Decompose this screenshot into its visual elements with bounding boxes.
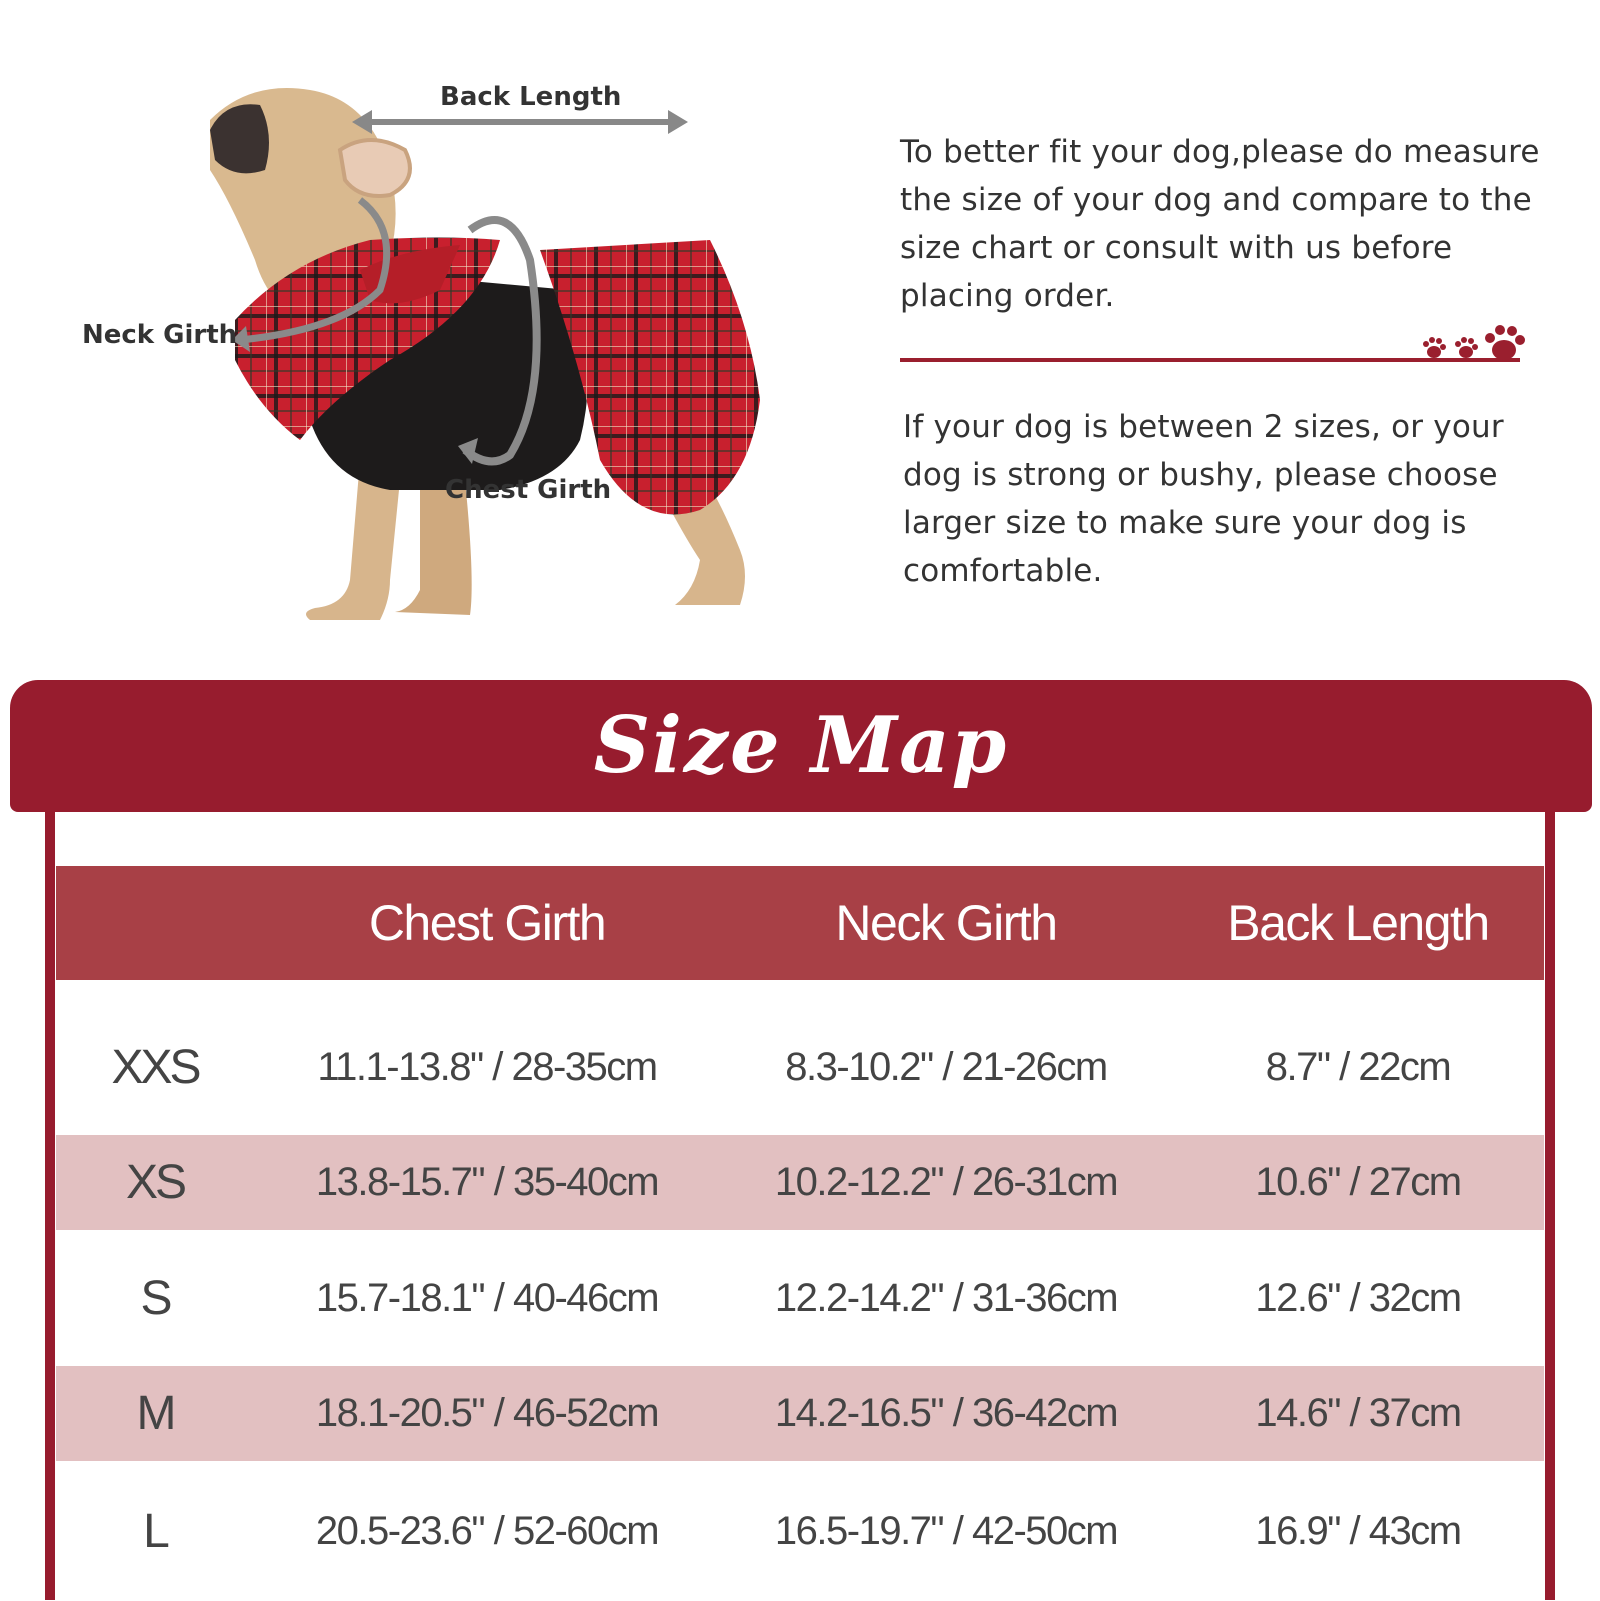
size-table <box>56 866 1544 1601</box>
size-cell: M <box>136 1387 174 1440</box>
dog-dress-drawing <box>60 60 820 640</box>
neck-cell: 14.2-16.5" / 36-42cm <box>774 1391 1118 1435</box>
chest-cell: 11.1-13.8" / 28-35cm <box>317 1045 657 1089</box>
chest-cell: 18.1-20.5" / 46-52cm <box>315 1391 659 1435</box>
header-size <box>56 866 254 980</box>
back-cell: 8.7" / 22cm <box>1265 1045 1451 1089</box>
chest-girth-label: Chest Girth <box>445 475 612 505</box>
header-chest-girth: Chest Girth <box>368 895 606 951</box>
back-cell: 16.9" / 43cm <box>1255 1508 1461 1553</box>
size-map-banner <box>10 680 1592 812</box>
size-map-title: Size Map <box>593 700 1009 791</box>
header-back-length: Back Length <box>1227 895 1489 951</box>
dog-measurement-illustration <box>60 60 820 640</box>
fit-instructions-paragraph: To better fit your dog,please do measure the size of your dog and compare to the size chart or consult with us before placing order. <box>900 134 1540 314</box>
sizing-advice-paragraph: If your dog is between 2 sizes, or your dog is strong or bushy, please choose larger size to make sure your dog is comfortable. <box>903 409 1504 589</box>
back-cell: 12.6" / 32cm <box>1255 1275 1461 1320</box>
chest-cell: 15.7-18.1" / 40-46cm <box>315 1275 659 1320</box>
size-cell: XS <box>125 1156 185 1209</box>
table-frame-left <box>45 808 55 1600</box>
neck-cell: 12.2-14.2" / 31-36cm <box>774 1275 1118 1320</box>
table-header-row <box>56 866 1544 980</box>
neck-cell: 16.5-19.7" / 42-50cm <box>774 1508 1118 1553</box>
back-cell: 14.6" / 37cm <box>1255 1391 1461 1435</box>
chest-cell: 13.8-15.7" / 35-40cm <box>315 1160 659 1204</box>
neck-cell: 8.3-10.2" / 21-26cm <box>785 1045 1107 1089</box>
size-cell: S <box>140 1271 170 1325</box>
header-neck-girth: Neck Girth <box>835 895 1057 951</box>
table-frame-right <box>1545 808 1555 1600</box>
table-spacer <box>56 980 1544 1000</box>
paw-prints-icon <box>1420 320 1530 366</box>
size-cell: XXS <box>111 1041 199 1094</box>
chest-cell: 20.5-23.6" / 52-60cm <box>315 1508 659 1553</box>
back-length-label: Back Length <box>440 82 622 112</box>
table-row <box>56 1135 1544 1230</box>
table-row <box>56 1366 1544 1461</box>
neck-girth-label: Neck Girth <box>82 320 238 350</box>
table-row <box>56 1230 1544 1366</box>
table-row <box>56 1461 1544 1601</box>
back-cell: 10.6" / 27cm <box>1255 1160 1461 1204</box>
neck-cell: 10.2-12.2" / 26-31cm <box>774 1160 1118 1204</box>
table-row <box>56 1000 1544 1135</box>
size-cell: L <box>143 1504 167 1558</box>
